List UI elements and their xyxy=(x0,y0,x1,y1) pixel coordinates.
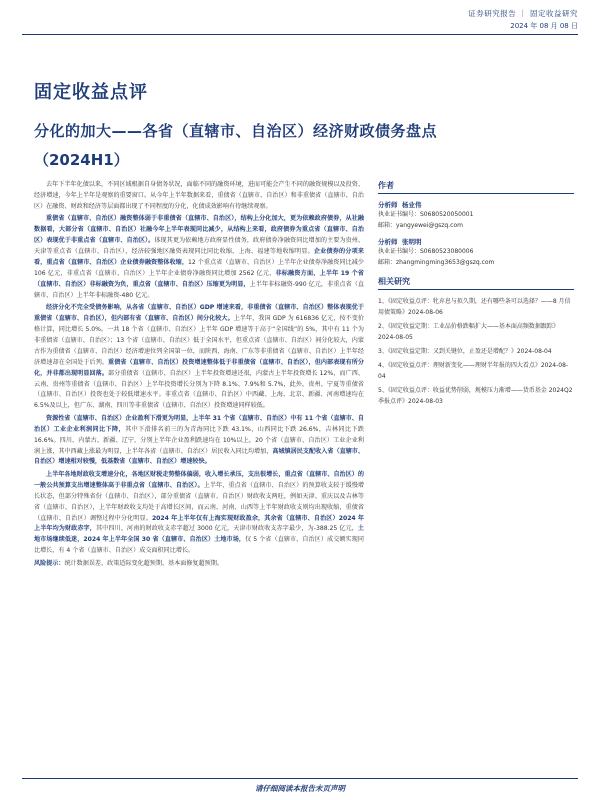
author-block xyxy=(378,200,574,231)
text: 去年下半年化债以来，不同区域根据自身债务状况，面临不同的融资环境，进而可能会产生不同的融资规模以及投资、经济增速，今年上半年是观察的重要窗口。从今年上半年数据来看，重债省（直辖市、自治区）和非重债省（直辖市、自治区）在融资、财政和经济等层面都出现了不同程度的分化，化债成效影响有待继续观察。 xyxy=(34,181,364,210)
author-block xyxy=(378,237,574,268)
report-date: 2024 年 08 月 08 日 xyxy=(510,22,578,30)
bold-text: 大部分省（直辖市、自治区）社融今年上半年表现同比减少，从结构上来看，政府债券为重点省（直辖市、自治区）表现优于非重点省（直辖市、自治区）。 xyxy=(34,226,365,245)
author-license: 执业证书编号：S0680523080006 xyxy=(378,248,474,255)
author-name-text: 杨业伟 xyxy=(402,201,422,209)
bold-text: 高城镇居民支配收入省（直辖市、自治区）增速相对较慢，低基数省（直辖市、自治区）增速较快。 xyxy=(34,447,365,466)
related-report-item[interactable]: 5、《固定收益点评：收益优势削弱，规模压力渐增——货币基金 2024Q2 季报点评》2024-08-03 xyxy=(378,387,573,405)
header-divider xyxy=(22,34,578,35)
author-role: 分析师 xyxy=(378,238,398,246)
report-subtitle: （2024H1） xyxy=(34,151,129,169)
author-email[interactable]: 邮箱：zhangmingming3653@gszq.com xyxy=(378,259,495,266)
report-category: 固定收益点评 xyxy=(34,82,148,103)
text: 仅 5 个省（直辖市、自治区）成交额实现同比增长，有 4 个省（直辖市、自治区）成交面积同比增长。 xyxy=(34,536,364,555)
intro-paragraph xyxy=(34,180,364,213)
bold-text: 重债省（直辖市、自治区）融资整体弱于非重债省（直辖市、自治区），结构上分化加大，更为依赖政府债券，从社融数据看， xyxy=(34,215,364,234)
bold-text: 经济分化不完全受债务影响，从各省（直辖市、自治区）GDP 增速来看，非重债省（直辖市、自治区）整体表现优于重债省（直辖市、自治区），但内部有省（直辖市、自治区）间分化较大。 xyxy=(34,304,364,323)
author-name xyxy=(378,237,574,246)
bold-text: 重债省（直辖市、自治区）投资增速整体低于非重债省（直辖市、自治区），但内部表现有所分化，并非都出现明显回落。 xyxy=(34,358,365,377)
footer-divider xyxy=(22,778,578,779)
text: 12 个重点省（直辖市、自治区）上半年企业债券净融资同比减少 106 亿元，非重点省（直辖市、自治区）上半年企业债券净融资同比增加 2562 亿元， xyxy=(34,258,364,277)
fiscal-paragraph xyxy=(34,470,364,557)
report-title: 分化的加大——各省（直辖市、自治区）经济财政债务盘点 xyxy=(34,122,438,140)
bold-text: 资源性省（直辖市、自治区）企业盈利下滑更为明显，上半年 31 个省（直辖市、自治区）中有 11 个省（直辖市、自治区）工业企业利润同比下降， xyxy=(34,414,364,433)
related-research-heading: 相关研究 xyxy=(378,276,574,290)
authors-heading: 作者 xyxy=(378,180,574,194)
bold-text: 企业债券的分项来看，重点省（直辖市、自治区）企业债券融资整体收缩， xyxy=(34,248,364,266)
economy-paragraph xyxy=(34,303,364,412)
report-type: 证券研究报告 ｜ 固定收益研究 xyxy=(468,9,578,18)
bold-text: 非标融资方面，上半年 19 个省（直辖市、自治区）非标融资为负，重点省（直辖市、自治区）压缩更为明显， xyxy=(34,269,364,288)
profit-paragraph xyxy=(34,414,364,469)
financing-paragraph xyxy=(34,214,364,301)
bold-text: 2024 年上半年仅有上海实现财政盈余，其余省（直辖市、自治区）2024 年上半年均为财政赤字， xyxy=(34,514,365,533)
related-report-item[interactable]: 2、《固定收益定期：工业品价格跌幅扩大——基本面高频数据跟踪》2024-08-05 xyxy=(378,323,559,341)
author-name xyxy=(378,200,574,209)
risk-paragraph xyxy=(34,559,364,570)
risk-text: 统计数据误差、政策适际变化超预期、基本面修复超预期。 xyxy=(64,559,223,567)
bold-text: 土地市场继续低迷，2024 年上半年全国 30 省（直辖市、自治区）土地市场， xyxy=(34,525,365,544)
text: 其中四川、河南的财政收支赤字超过 3000 亿元，天津市财政收支赤字最少，为-388.25 亿元， xyxy=(95,525,358,533)
related-report-item[interactable]: 3、《固定收益定期：又到关键位，止盈还是增配？》2024-08-04 xyxy=(378,348,552,355)
author-role: 分析师 xyxy=(378,201,398,209)
text: 上半年，重点省（直辖市、自治区）的预算收支较于缓慢增长状态，但部分特殊省份（直辖市、自治区），部分重债省（直辖市、自治区）财政收支两旺，例如天津、重庆以及吉林等省（直辖市、自治区），上半年财政收支均处于高增长区间，而云南、河南、山西等上半年财政收支则均出现收缩，重债省（直辖市、自治区）调整过程中分化明显。 xyxy=(34,481,365,522)
risk-label: 风险提示： xyxy=(34,559,65,567)
sidebar xyxy=(378,180,574,410)
text: 上半年非标融资-990 亿元，非重点省（直辖市、自治区）上半年非标融资-480 亿元。 xyxy=(34,280,364,299)
footer-disclaimer: 请仔细阅读本报告末页声明 xyxy=(255,784,345,793)
author-email[interactable]: 邮箱：yangyewei@gszq.com xyxy=(378,222,463,229)
bold-text: 上半年各地财政收支增速分化，各地区财税走势整体偏弱，收入增长承压，支出很增长，重点省（直辖市、自治区）的一般公共预算支出增速整体高于非重点省（直辖市、自治区）。 xyxy=(34,470,364,489)
related-report-item[interactable]: 4、《固定收益点评：理财新变化——理财半年报的四大看点》2024-08-04 xyxy=(378,362,569,380)
related-report-item[interactable]: 1、《固定收益点评：牝弃息与拟久期，还有哪些条可以选择？——8 月信用债策略》2024-08-06 xyxy=(378,298,571,316)
author-name-text: 张明明 xyxy=(402,238,422,246)
text: 体现其更为依赖地方政府显性债务，政府债券净融资同比增加的主要为贵州、天津等重点省（直辖市、自治区），经济较强地区融资表现同比同比收缩，上海、福建等地收缩明显。 xyxy=(34,237,364,256)
text: 上半年，我国 GDP 为 616836 亿元，按不变价格计算，同比增长 5.0%。一共 18 个省（直辖市、自治区）上半年 GDP 增速等于高于“全国线”的 5%，其中有 11 个为非重债省（直辖市、自治区）；13 个省（直辖市、自治区）低于全国水平，但重点省（直辖市、自治区）间分化较大，内蒙古作为重债省（直辖市、自治区）经济增速位列全国第一位，而陕西、海南、广东等非重债省（直辖市、自治区）上半年经济增速却在全国处于后列。 xyxy=(34,315,364,366)
author-license: 执业证书编号：S0680520050001 xyxy=(378,211,474,218)
text: 其中下滑排名前三的为青海同比下跌 43.1%，山西同比下跌 26.6%，吉林同比下跌 16.6%。四川、内蒙古、新疆、辽宁，分别上半年企业盈利跌速均在 10%以上，20 个省（直辖市、自治区）工业企业利润上涨，其中西藏上涨最为明显，上半年各省（直辖市、自治区）居民收入同比均增加， xyxy=(34,425,365,455)
main-body xyxy=(34,180,364,571)
text: 部分重债省（直辖市、自治区）上半年投资增速还很，内蒙古上半年投资增长 12%，而广西、云南、贵州等重债省（直辖市、自治区）上半年投资增长分别为下降 8.1%、7.9%和 5.7%，此外，贵州、宁夏等重债省（直辖市、自治区）投资也处于较低增速水平。非重点省（直辖市、自治区）中西藏、上海、北京、新疆、河南增速均在 6.5%及以上，但广东、湖南、四川等非重债省（直辖市、自治区）投资增速同样较低。 xyxy=(34,369,365,410)
